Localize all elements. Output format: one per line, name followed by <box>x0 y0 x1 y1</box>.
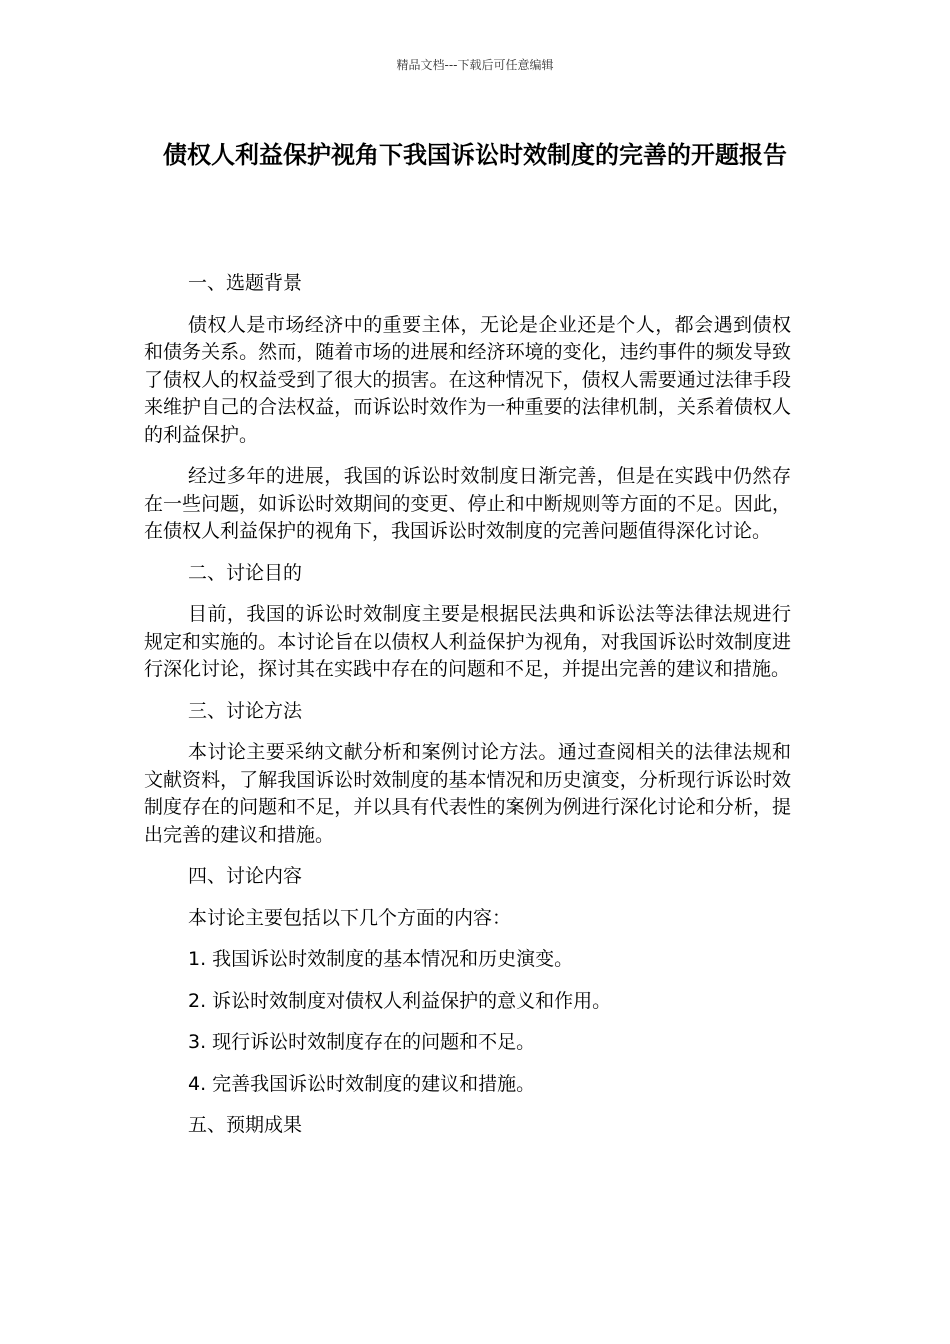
header-note: 精品文档---下载后可任意编辑 <box>396 58 554 72</box>
section-heading-outcomes: 五、预期成果 <box>188 1114 303 1136</box>
paragraph-method: 本讨论主要采纳文献分析和案例讨论方法。通过查阅相关的法律法规和文献资料，了解我国诉讼时效制度的基本情况和历史演变，分析现行诉讼时效制度存在的问题和不足，并以具有代表性的案例为例进行深化讨论和分析，提出完善的建议和措施。 <box>144 741 791 846</box>
section-heading-method: 三、讨论方法 <box>188 699 303 722</box>
paragraph-background-1: 债权人是市场经济中的重要主体，无论是企业还是个人，都会遇到债权和债务关系。然而，随着市场的进展和经济环境的变化，违约事件的频发导致了债权人的权益受到了很大的损害。在这种情况下，债权人需要通过法律手段来维护自己的合法权益，而诉讼时效作为一种重要的法律机制，关系着债权人的利益保护。 <box>144 313 791 446</box>
document-body <box>144 270 791 1154</box>
list-item: 1. 我国诉讼时效制度的基本情况和历史演变。 <box>188 948 574 970</box>
section-heading-background: 一、选题背景 <box>188 272 303 294</box>
paragraph-purpose: 目前，我国的诉讼时效制度主要是根据民法典和诉讼法等法律法规进行规定和实施的。本讨论旨在以债权人利益保护为视角，对我国诉讼时效制度进行深化讨论，探讨其在实践中存在的问题和不足，并提出完善的建议和措施。 <box>144 603 791 680</box>
list-item: 4. 完善我国诉讼时效制度的建议和措施。 <box>188 1072 536 1095</box>
content-intro: 本讨论主要包括以下几个方面的内容： <box>188 906 512 929</box>
paragraph-background-2: 经过多年的进展，我国的诉讼时效制度日渐完善，但是在实践中仍然存在一些问题，如诉讼时效期间的变更、停止和中断规则等方面的不足。因此，在债权人利益保护的视角下，我国诉讼时效制度的完善问题值得深化讨论。 <box>144 465 791 542</box>
list-item: 3. 现行诉讼时效制度存在的问题和不足。 <box>188 1031 536 1053</box>
document-title: 债权人利益保护视角下我国诉讼时效制度的完善的开题报告 <box>163 141 787 169</box>
list-item: 2. 诉讼时效制度对债权人利益保护的意义和作用。 <box>188 989 612 1012</box>
section-heading-purpose: 二、讨论目的 <box>188 561 303 584</box>
section-heading-content: 四、讨论内容 <box>188 865 303 887</box>
